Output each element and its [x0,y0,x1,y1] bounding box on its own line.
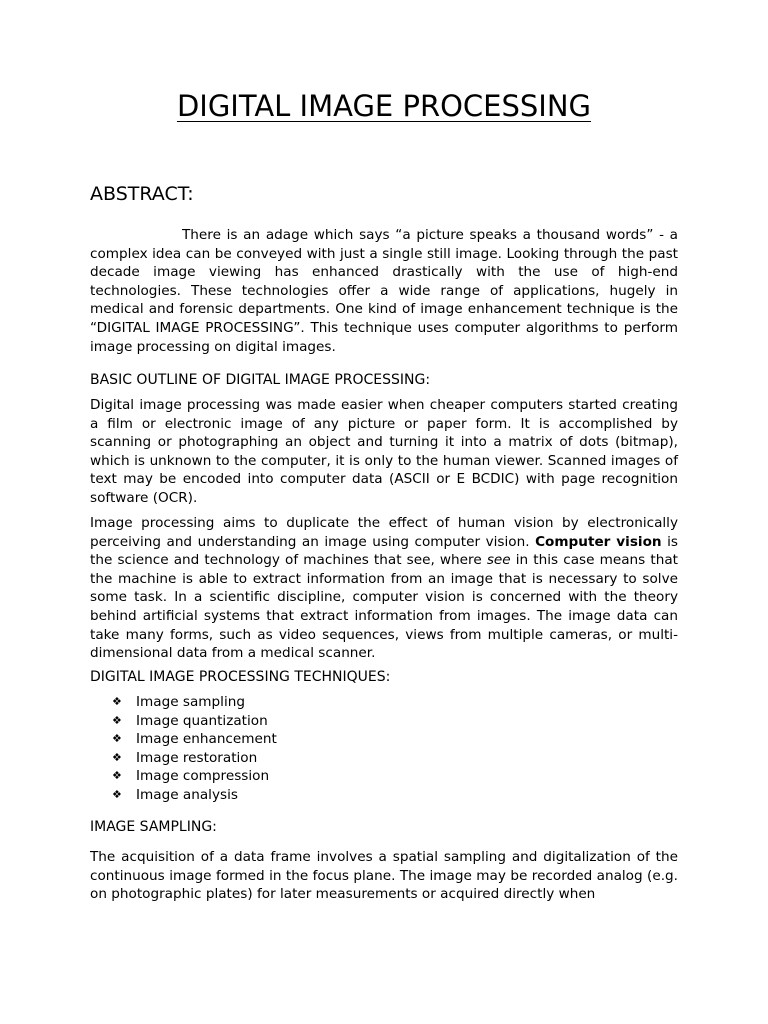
list-item-label: Image compression [136,768,270,785]
abstract-heading: ABSTRACT: [90,183,194,205]
computer-vision-term: Computer vision [535,533,662,550]
list-item [112,730,277,749]
outline-heading: BASIC OUTLINE OF DIGITAL IMAGE PROCESSING: [90,372,431,388]
list-item-label: Image sampling [136,694,245,710]
list-item-label: Image restoration [136,749,258,766]
list-item-label: Image analysis [136,786,238,803]
outline-p2-part3: in this case means that the machine is able to extract information from an image that is necessary to solve some task. In a scientific discipline, computer vision is concerned with the theory behind artificial systems that extract information from images. The image data can take many forms, such as video sequences, views from multiple cameras, or multi-dimensional data from a medical scanner. [90,552,678,662]
see-term: see [486,552,511,569]
document-title: DIGITAL IMAGE PROCESSING [176,89,592,123]
outline-paragraph-1: Digital image processing was made easier when cheaper computers started creating a film or electronic image of any picture or paper form. It is accomplished by scanning or photographing an object and turning it into a matrix of dots (bitmap), which is unknown to the computer, it is only to the human viewer. Scanned images of text may be encoded into computer data (ASCII or E BCDIC) with page recognition software (OCR). [90,397,678,506]
list-item [112,693,277,712]
list-item-label: Image enhancement [136,731,277,748]
list-item [112,786,277,805]
list-item [112,749,277,768]
diamond-bullet-icon: ❖ [112,695,122,708]
techniques-list [112,693,277,805]
abstract-paragraph [90,226,678,356]
list-item [112,712,277,731]
outline-paragraph-2 [90,514,678,663]
sampling-heading: IMAGE SAMPLING: [90,819,217,835]
diamond-bullet-icon: ❖ [112,769,122,783]
techniques-heading: DIGITAL IMAGE PROCESSING TECHNIQUES: [90,669,391,685]
diamond-bullet-icon: ❖ [112,732,122,746]
abstract-text: There is an adage which says “a picture speaks a thousand words” - a complex idea can be conveyed with just a single still image. Looking through the past decade image viewing has enhanced drastically with the use of high-end technologies. These technologies offer a wide range of applications, hugely in medical and forensic departments. One kind of image enhancement technique is the “DIGITAL IMAGE PROCESSING”. This technique uses computer algorithms to perform image processing on digital images. [90,227,678,355]
diamond-bullet-icon: ❖ [112,750,122,764]
list-item [112,767,277,786]
outline-p2-part1: Image processing aims to duplicate the effect of human vision by electronically perceiving and understanding an image using computer vision. [90,515,678,550]
sampling-paragraph: The acquisition of a data frame involves a spatial sampling and digitalization of the continuous image formed in the focus plane. The image may be recorded analog (e.g. on photographic plates) for later measurements or acquired directly when [90,849,678,903]
outline-p2-part2: is the science and technology of machines that see, where [90,533,678,569]
diamond-bullet-icon: ❖ [112,713,122,727]
diamond-bullet-icon: ❖ [112,787,122,801]
list-item-label: Image quantization [136,712,268,729]
